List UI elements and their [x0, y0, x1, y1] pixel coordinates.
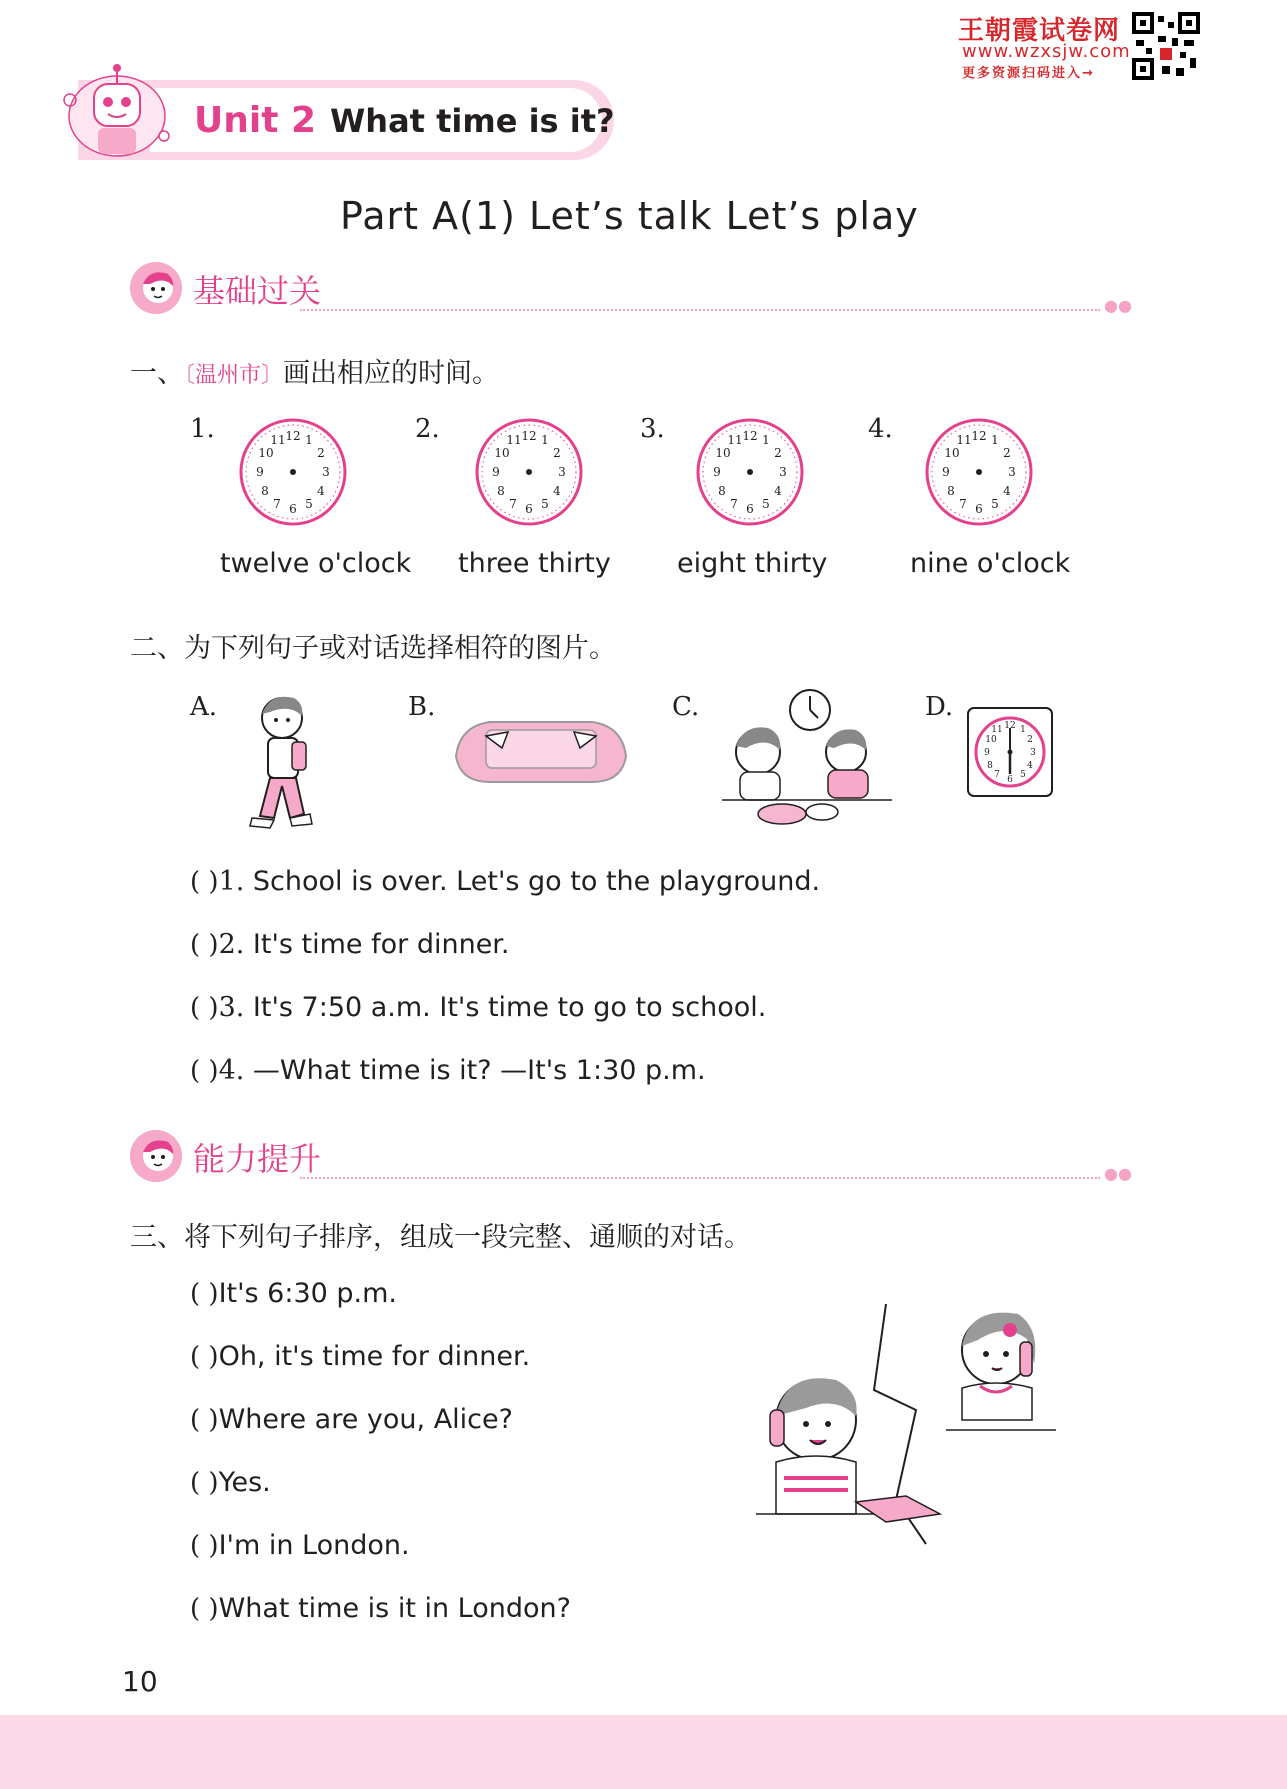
q2-sentence: [190, 1055, 706, 1086]
svg-text:4: 4: [774, 484, 782, 498]
svg-text:11: 11: [270, 433, 286, 447]
svg-text:7: 7: [959, 497, 967, 511]
q3-line: [190, 1278, 397, 1309]
sentence-number: 3.: [218, 992, 245, 1023]
svg-text:7: 7: [509, 497, 517, 511]
svg-text:8: 8: [261, 484, 269, 498]
clock-face-icon[interactable]: [695, 417, 805, 527]
svg-text:3: 3: [1008, 465, 1016, 479]
section-title-advanced: 能力提升: [193, 1140, 322, 1178]
svg-text:3: 3: [322, 465, 330, 479]
svg-text:1: 1: [991, 433, 999, 447]
clock-face-icon[interactable]: [238, 417, 348, 527]
girl-avatar-icon: [130, 262, 182, 314]
svg-text:7: 7: [994, 770, 1000, 780]
svg-text:3: 3: [1030, 748, 1036, 758]
clock-label: three thirty: [458, 548, 611, 579]
answer-blank[interactable]: ( ): [190, 1342, 219, 1372]
sentence-text: —What time is it? —It's 1:30 p.m.: [252, 1055, 706, 1086]
svg-text:9: 9: [256, 465, 264, 479]
svg-text:6: 6: [525, 502, 533, 516]
option-letter: B.: [408, 692, 436, 722]
svg-text:1: 1: [305, 433, 313, 447]
option-letter: D.: [925, 692, 954, 722]
q3-line: [190, 1467, 271, 1498]
page-number: 10: [122, 1665, 158, 1698]
qr-code-icon: [1132, 12, 1200, 80]
svg-text:11: 11: [991, 725, 1003, 735]
clock-label: nine o'clock: [910, 548, 1071, 579]
svg-text:11: 11: [727, 433, 743, 447]
q2-title: 二、为下列句子或对话选择相符的图片。: [130, 633, 616, 664]
svg-text:2: 2: [774, 446, 782, 460]
svg-text:6: 6: [1007, 775, 1013, 785]
svg-text:7: 7: [273, 497, 281, 511]
answer-blank[interactable]: ( ): [190, 1468, 219, 1498]
svg-text:9: 9: [713, 465, 721, 479]
svg-text:1: 1: [762, 433, 770, 447]
dialogue-text: It's 6:30 p.m.: [218, 1278, 398, 1309]
svg-text:1: 1: [541, 433, 549, 447]
brand-url: www.wzxsjw.com: [962, 41, 1131, 62]
q3-line: [190, 1593, 571, 1624]
clock-label: twelve o'clock: [220, 548, 412, 579]
svg-text:4: 4: [1027, 761, 1033, 771]
answer-blank[interactable]: ( ): [190, 1279, 219, 1309]
svg-text:5: 5: [991, 497, 999, 511]
dialogue-text: I'm in London.: [218, 1530, 410, 1561]
q1-item-number: 2.: [415, 414, 440, 444]
svg-text:10: 10: [985, 735, 997, 745]
svg-text:10: 10: [715, 446, 731, 460]
svg-text:1: 1: [1020, 725, 1026, 735]
q2-sentence: [190, 929, 510, 960]
dialogue-text: Oh, it's time for dinner.: [218, 1341, 531, 1372]
q1-item-number: 4.: [868, 414, 893, 444]
svg-text:5: 5: [541, 497, 549, 511]
svg-text:7: 7: [730, 497, 738, 511]
clock-label: eight thirty: [677, 548, 828, 579]
svg-text:8: 8: [987, 761, 993, 771]
q3-title: 三、将下列句子排序，组成一段完整、通顺的对话。: [130, 1222, 751, 1253]
svg-text:12: 12: [971, 429, 987, 443]
answer-blank[interactable]: ( ): [190, 867, 219, 897]
svg-text:12: 12: [285, 429, 301, 443]
section-divider-dots: ●●: [1104, 296, 1132, 315]
svg-text:10: 10: [944, 446, 960, 460]
svg-text:5: 5: [1020, 770, 1026, 780]
girl-avatar-icon: [130, 1130, 182, 1182]
answer-blank[interactable]: ( ): [190, 1531, 219, 1561]
sentence-number: 2.: [218, 929, 245, 960]
option-letter: A.: [190, 692, 218, 722]
svg-text:12: 12: [742, 429, 758, 443]
answer-blank[interactable]: ( ): [190, 993, 219, 1023]
svg-text:10: 10: [258, 446, 274, 460]
q1-item-number: 3.: [640, 414, 665, 444]
svg-text:2: 2: [1027, 735, 1033, 745]
svg-text:4: 4: [553, 484, 561, 498]
section-divider: [300, 309, 1100, 311]
phone-call-illustration: [756, 1300, 1066, 1550]
sentence-text: It's 7:50 a.m. It's time to go to school.: [252, 992, 767, 1023]
q3-line: [190, 1530, 410, 1561]
q1-tag: 〔温州市〕: [184, 363, 284, 388]
unit-title: What time is it?: [330, 102, 615, 140]
q1-number: 一、: [130, 358, 184, 389]
q2-sentence: [190, 992, 766, 1023]
svg-text:2: 2: [1003, 446, 1011, 460]
section-title-basic: 基础过关: [193, 272, 322, 310]
clock-face-icon[interactable]: [474, 417, 584, 527]
svg-text:3: 3: [558, 465, 566, 479]
svg-text:8: 8: [947, 484, 955, 498]
clock-face-icon[interactable]: [924, 417, 1034, 527]
sentence-text: School is over. Let's go to the playground.: [252, 866, 821, 897]
svg-text:8: 8: [718, 484, 726, 498]
answer-blank[interactable]: ( ): [190, 1405, 219, 1435]
mascot-robot-icon: [52, 56, 182, 166]
svg-text:6: 6: [975, 502, 983, 516]
svg-text:9: 9: [984, 748, 990, 758]
svg-text:4: 4: [1003, 484, 1011, 498]
svg-text:12: 12: [1004, 721, 1016, 731]
svg-text:6: 6: [746, 502, 754, 516]
q3-line: [190, 1404, 513, 1435]
brand-hint: 更多资源扫码进入→: [962, 66, 1095, 81]
svg-text:2: 2: [317, 446, 325, 460]
svg-text:4: 4: [317, 484, 325, 498]
svg-text:12: 12: [521, 429, 537, 443]
svg-text:9: 9: [492, 465, 500, 479]
answer-blank[interactable]: ( ): [190, 1056, 219, 1086]
dialogue-text: Where are you, Alice?: [218, 1404, 513, 1435]
section-divider: [300, 1177, 1100, 1179]
q2-sentence: [190, 866, 820, 897]
svg-text:6: 6: [289, 502, 297, 516]
boy-walking-illustration: [240, 686, 326, 836]
pink-pillow-illustration: [450, 712, 630, 788]
brand-title: 王朝霞试卷网: [958, 16, 1121, 46]
q3-line: [190, 1341, 530, 1372]
svg-text:5: 5: [305, 497, 313, 511]
unit-label: Unit 2: [194, 100, 316, 141]
sentence-number: 4.: [218, 1055, 245, 1086]
svg-text:9: 9: [942, 465, 950, 479]
svg-text:11: 11: [506, 433, 522, 447]
q1-title: [130, 351, 499, 390]
sentence-text: It's time for dinner.: [252, 929, 510, 960]
answer-blank[interactable]: ( ): [190, 930, 219, 960]
section-divider-dots: ●●: [1104, 1164, 1132, 1183]
sentence-number: 1.: [218, 866, 245, 897]
q1-item-number: 1.: [190, 414, 215, 444]
svg-text:8: 8: [497, 484, 505, 498]
dialogue-text: What time is it in London?: [218, 1593, 571, 1624]
svg-text:5: 5: [762, 497, 770, 511]
answer-blank[interactable]: ( ): [190, 1594, 219, 1624]
q1-instruction: 画出相应的时间。: [283, 358, 500, 389]
square-clock-illustration: [966, 706, 1054, 798]
svg-text:2: 2: [553, 446, 561, 460]
option-letter: C.: [672, 692, 700, 722]
svg-text:10: 10: [494, 446, 510, 460]
svg-text:3: 3: [779, 465, 787, 479]
footer-band: [0, 1715, 1287, 1789]
part-title: Part A(1) Let’s talk Let’s play: [340, 194, 919, 238]
svg-text:11: 11: [956, 433, 972, 447]
kids-dinner-illustration: [722, 688, 892, 833]
dialogue-text: Yes.: [218, 1467, 271, 1498]
